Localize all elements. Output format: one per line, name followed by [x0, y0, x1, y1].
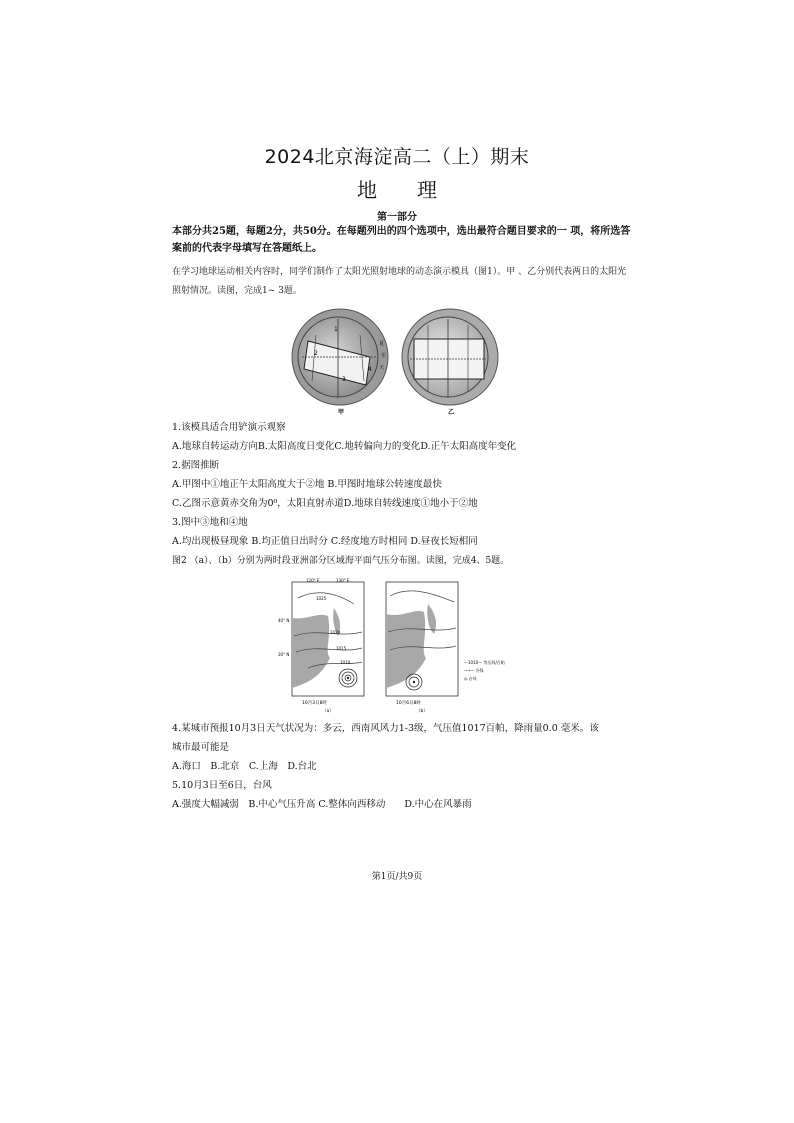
ring-label-1: 夏 — [379, 341, 385, 347]
figure-2-legend — [464, 659, 505, 681]
instructions: 本部分共25题，每题2分，共50分。在每题列出的四个选项中，选出最符合题目要求的一 项，将所选答案前的代表字母填写在答题纸上。 — [172, 226, 631, 254]
question-2-options-2: C.乙图示意黄赤交角为0⁰，太阳直射赤道D.地球自转线速度①地小于②地 — [172, 498, 478, 509]
ring-label-3: 天 — [379, 365, 385, 371]
question-3-stem: 3.图中③地和④地 — [172, 517, 248, 528]
figure-1-label-jia: 甲 — [338, 409, 345, 416]
legend-isobar: —1010— 等压线/百帕 — [464, 660, 505, 665]
question-4-stem-2: 城市最可能是 — [172, 742, 230, 753]
figure-1-label-yi: 乙 — [448, 409, 455, 416]
question-2-stem: 2.据图推断 — [172, 460, 220, 471]
subject-title: 地 理 — [357, 178, 437, 202]
isobar-label-1010: 1010 — [340, 660, 351, 665]
question-4-options: A.海口 B.北京 C.上海 D.台北 — [172, 761, 317, 772]
mark-3: 3 — [342, 376, 346, 383]
legend-typhoon: ◎ 台风 — [464, 676, 477, 681]
question-4-stem: 4.某城市预报10月3日天气状况为：多云，西南风风力1-3级，气压值1017百帕，降雨量0.0 毫米。该 — [172, 723, 599, 734]
map-b-time: 10月6日8时 — [396, 701, 421, 706]
lon-label-130: 130° E — [336, 578, 350, 583]
figure-1-globes — [290, 305, 520, 417]
map-b-label: （b） — [416, 709, 428, 714]
isobar-label-1015: 1015 — [336, 646, 347, 651]
question-1-stem: 1.该模具适合用铲演示观察 — [172, 422, 286, 433]
legend-cold-front: —•— 冷锋 — [464, 668, 484, 673]
mark-4: 4 — [368, 366, 372, 373]
page-footer: 第1页/共9页 — [371, 872, 423, 882]
part-heading: 第一部分 — [377, 212, 417, 223]
map-b — [386, 582, 458, 696]
map-a-time: 10月3日8时 — [302, 701, 327, 706]
figure-2-pressure-maps — [278, 578, 538, 718]
lat-label-40: 40° N — [278, 618, 290, 623]
intro-figure-2: 图2 （a）、（b）分别为两时段亚洲部分区域海平面气压分布图。读图，完成4、5题。 — [172, 556, 510, 566]
lon-label-120: 120° E — [306, 578, 320, 583]
map-a-label: （a） — [322, 709, 334, 714]
page-title: 2024北京海淀高二（上）期末 — [264, 146, 530, 168]
mark-2: 2 — [314, 350, 318, 357]
globe-yi — [402, 309, 498, 405]
isobar-label-1025: 1025 — [316, 596, 327, 601]
question-5-stem: 5.10月3日至6日，台风 — [172, 780, 272, 791]
intro-text: 在学习地球运动相关内容时，同学们制作了太阳光照射地球的动态演示模具（图1）。甲 、乙分别代表两日的太阳光照射情况。读图，完成1~ 3题。 — [172, 267, 627, 296]
globe-jia — [292, 309, 388, 405]
question-2-options: A.甲图中①地正午太阳高度大于②地 B.甲图时地球公转速度最快 — [172, 479, 442, 490]
question-3-options: A.均出现极昼现象 B.均正值日出时分 C.经度地方时相同 D.昼夜长短相同 — [172, 536, 478, 547]
mark-1: 1 — [334, 326, 338, 333]
lat-label-30: 30° N — [278, 652, 290, 657]
question-1-options: A.地球自转运动方向B.太阳高度日变化C.地转偏向力的变化D.正午太阳高度年变化 — [172, 441, 517, 452]
map-a — [292, 582, 364, 696]
isobar-label-1020: 1020 — [330, 630, 341, 635]
ring-label-2: 至 — [381, 353, 387, 359]
question-5-options: A.强度大幅减弱 B.中心气压升高 C.整体向西移动 D.中心在风暴雨 — [172, 799, 472, 810]
